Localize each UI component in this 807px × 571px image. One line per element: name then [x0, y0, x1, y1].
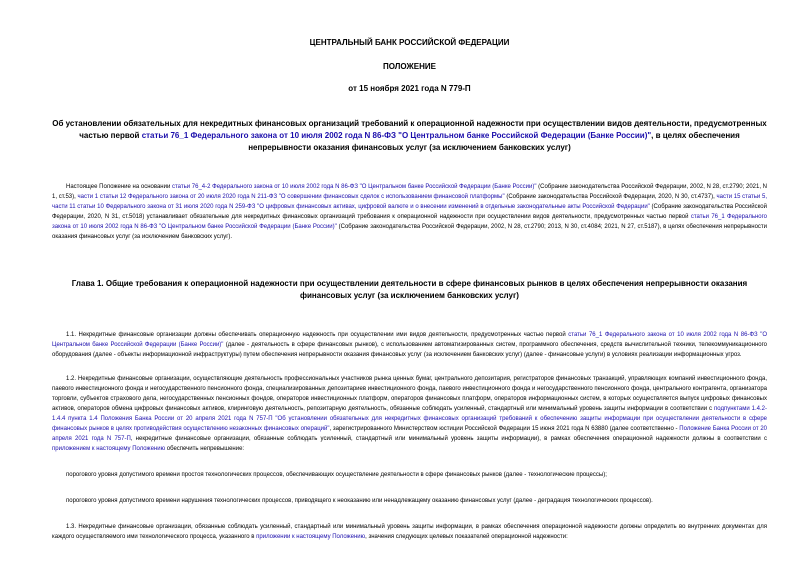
issuer-heading: ЦЕНТРАЛЬНЫЙ БАНК РОССИЙСКОЙ ФЕДЕРАЦИИ [309, 38, 510, 47]
appendix-link[interactable]: приложением к настоящему Положению [52, 446, 166, 452]
chapter-heading: Глава 1. Общие требования к операционной надежности при осуществлении деятельности в сфере финансовых рынков в целях обеспечения непрерывности оказания финансовых услуг (за исключением банковских услуг) [71, 279, 748, 300]
clause-1-3 [52, 522, 767, 542]
text: (Собрание законодательства Российской Федерации, 2002, N 28, ст.2790; 2021, N 1, ст.53), [52, 184, 768, 200]
text: (Собрание законодательства Российской Федерации, 2020, N 31, ст.5018) устанавливает обязательные для некредитных финансовых организаций требования к операционной надежности при осуществлении видов деятельности, предусмотренных частью первой [52, 204, 767, 220]
text: , значения следующих целевых показателей операционной надежности: [365, 534, 568, 540]
text: , зарегистрированного Министерством юстиции Российской Федерации 15 июня 2021 года N 63880 (далее соответственно - [329, 426, 680, 432]
title-text: Об установлении обязательных для некредитных финансовых организаций требований к операционной надежности при осуществлении видов деятельности, предусмотренных частью первой [52, 119, 767, 140]
clause-1-2-item-2: порогового уровня допустимого времени нарушения технологических процессов, приводящего к неоказанию или ненадлежащему оказанию финансовых услуг (далее - деградация технологических процессов). [66, 498, 653, 504]
text: 1.3. Некредитные финансовые организации, обязанные соблюдать усиленный, стандартный или минимальный уровень защиты информации, в рамках обеспечения операционной надежности должны определить во внутренних документах для каждого осуществляемого ими технологического процесса, указанного в [52, 524, 767, 540]
document-type: ПОЛОЖЕНИЕ [383, 62, 436, 71]
intro-paragraph [52, 182, 767, 242]
text: , некредитные финансовые организации, обязанные соблюдать усиленный, стандартный или минимальный уровень защиты информации), в рамках обеспечения операционной надежности должны в соответствии с [130, 436, 767, 442]
regulation-link[interactable]: подпунктами 1.4.2-1.4.4 пункта 1.4 Положения Банка России от 20 апреля 2021 года N 757-П "Об установлении обязательных для некредитных финансовых организаций требований к обеспечению защиты информации при осуществлении деятельности в сфере финансовых рынков в целях противодействия осуществлению незаконных финансовых операций" [52, 406, 768, 432]
title-law-link[interactable]: статьи 76_1 Федерального закона от 10 июля 2002 года N 86-ФЗ "О Центральном банке Российской Федерации (Банке России)" [141, 131, 652, 140]
regulation-link[interactable]: Положение Банка России от 20 апреля 2021 года N 757-П [52, 426, 767, 442]
text: 1.1. Некредитные финансовые организации должны обеспечивать операционную надежность при осуществлении ими видов деятельности, предусмотренных частью первой [66, 332, 569, 338]
text: (Собрание законодательства Российской Федерации, 2002, N 28, ст.2790; 2013, N 30, ст.4084; 2021, N 27, ст.5187), в целях обеспечения непрерывности оказания финансовых услуг (за исключением банковских услуг). [52, 224, 768, 240]
text: Настоящее Положение на основании [66, 184, 172, 190]
law-link[interactable]: статьи 76_1 Федерального закона от 10 июля 2002 года N 86-ФЗ "О Центральном банке Российской Федерации (Банке России)" [52, 332, 767, 348]
clause-1-2-item-1: порогового уровня допустимого времени простоя технологических процессов, обеспечивающих осуществление деятельности в сфере финансовых рынков (далее - технологические процессы); [66, 472, 607, 478]
document-title [52, 94, 767, 154]
document-date: от 15 ноября 2021 года N 779-П [348, 84, 471, 93]
clause-1-2 [52, 374, 767, 454]
title-text: , в целях обеспечения непрерывности оказания финансовых услуг (за исключением банковских услуг) [248, 131, 740, 152]
clause-1-1 [52, 330, 767, 360]
text: обеспечить непревышение: [165, 446, 245, 452]
law-link[interactable]: статьи 76_1 Федерального закона от 10 июля 2002 года N 86-ФЗ "О Центральном банке Российской Федерации (Банке России)" [52, 214, 767, 230]
text: 1.2. Некредитные финансовые организации, осуществляющие деятельность профессиональных участников рынка ценных бумаг, центрального депозитария, регистраторов финансовых транзакций, управляющих компаний инвестиционного фонда, паевого инвестиционного фонда и негосударственного пенсионного фонда, специализированных депозитариев инвестиционного фонда, паевого инвестиционного фонда и негосударственного пенсионного фонда, центрального контрагента, организатора торговли, субъектов страхового дела, негосударственных пенсионных фондов, операторов инвестиционных платформ, операторов финансовых платформ, операторов информационных систем, в которых осуществляется выпуск цифровых финансовых активов, операторов обмена цифровых финансовых активов, клиринговую деятельность, репозитарную деятельность, обязанные соблюдать усиленный, стандартный или минимальный уровень защиты информации в соответствии с [52, 376, 767, 412]
law-link[interactable]: части 15 статьи 5, части 11 статьи 10 Федерального закона от 31 июля 2020 года N 259-ФЗ "О цифровых финансовых активах, цифровой валюте и о внесении изменений в отдельные законодательные акты Российской Федерации" [52, 194, 767, 210]
text: (Собрание законодательства Российской Федерации, 2020, N 30, ст.4737), [504, 194, 717, 200]
law-link[interactable]: статьи 76_4-2 Федерального закона от 10 июля 2002 года N 86-ФЗ "О Центральном банке Российской Федерации (Банке России)" [172, 184, 537, 190]
law-link[interactable]: части 1 статьи 12 Федерального закона от 20 июля 2020 года N 211-ФЗ "О совершении финансовых сделок с использованием финансовой платформы" [77, 194, 505, 200]
text: (далее - деятельность в сфере финансовых рынков), с использованием автоматизированных систем, программного обеспечения, средств вычислительной техники, телекоммуникационного оборудования (далее - объекты информационной инфраструктуры) путем обеспечения непрерывности оказания финансовых услуг (за исключением банковских услуг) (далее - финансовые услуги) в условиях реализации информационных угроз. [52, 342, 768, 358]
appendix-link[interactable]: приложении к настоящему Положению [256, 534, 366, 540]
